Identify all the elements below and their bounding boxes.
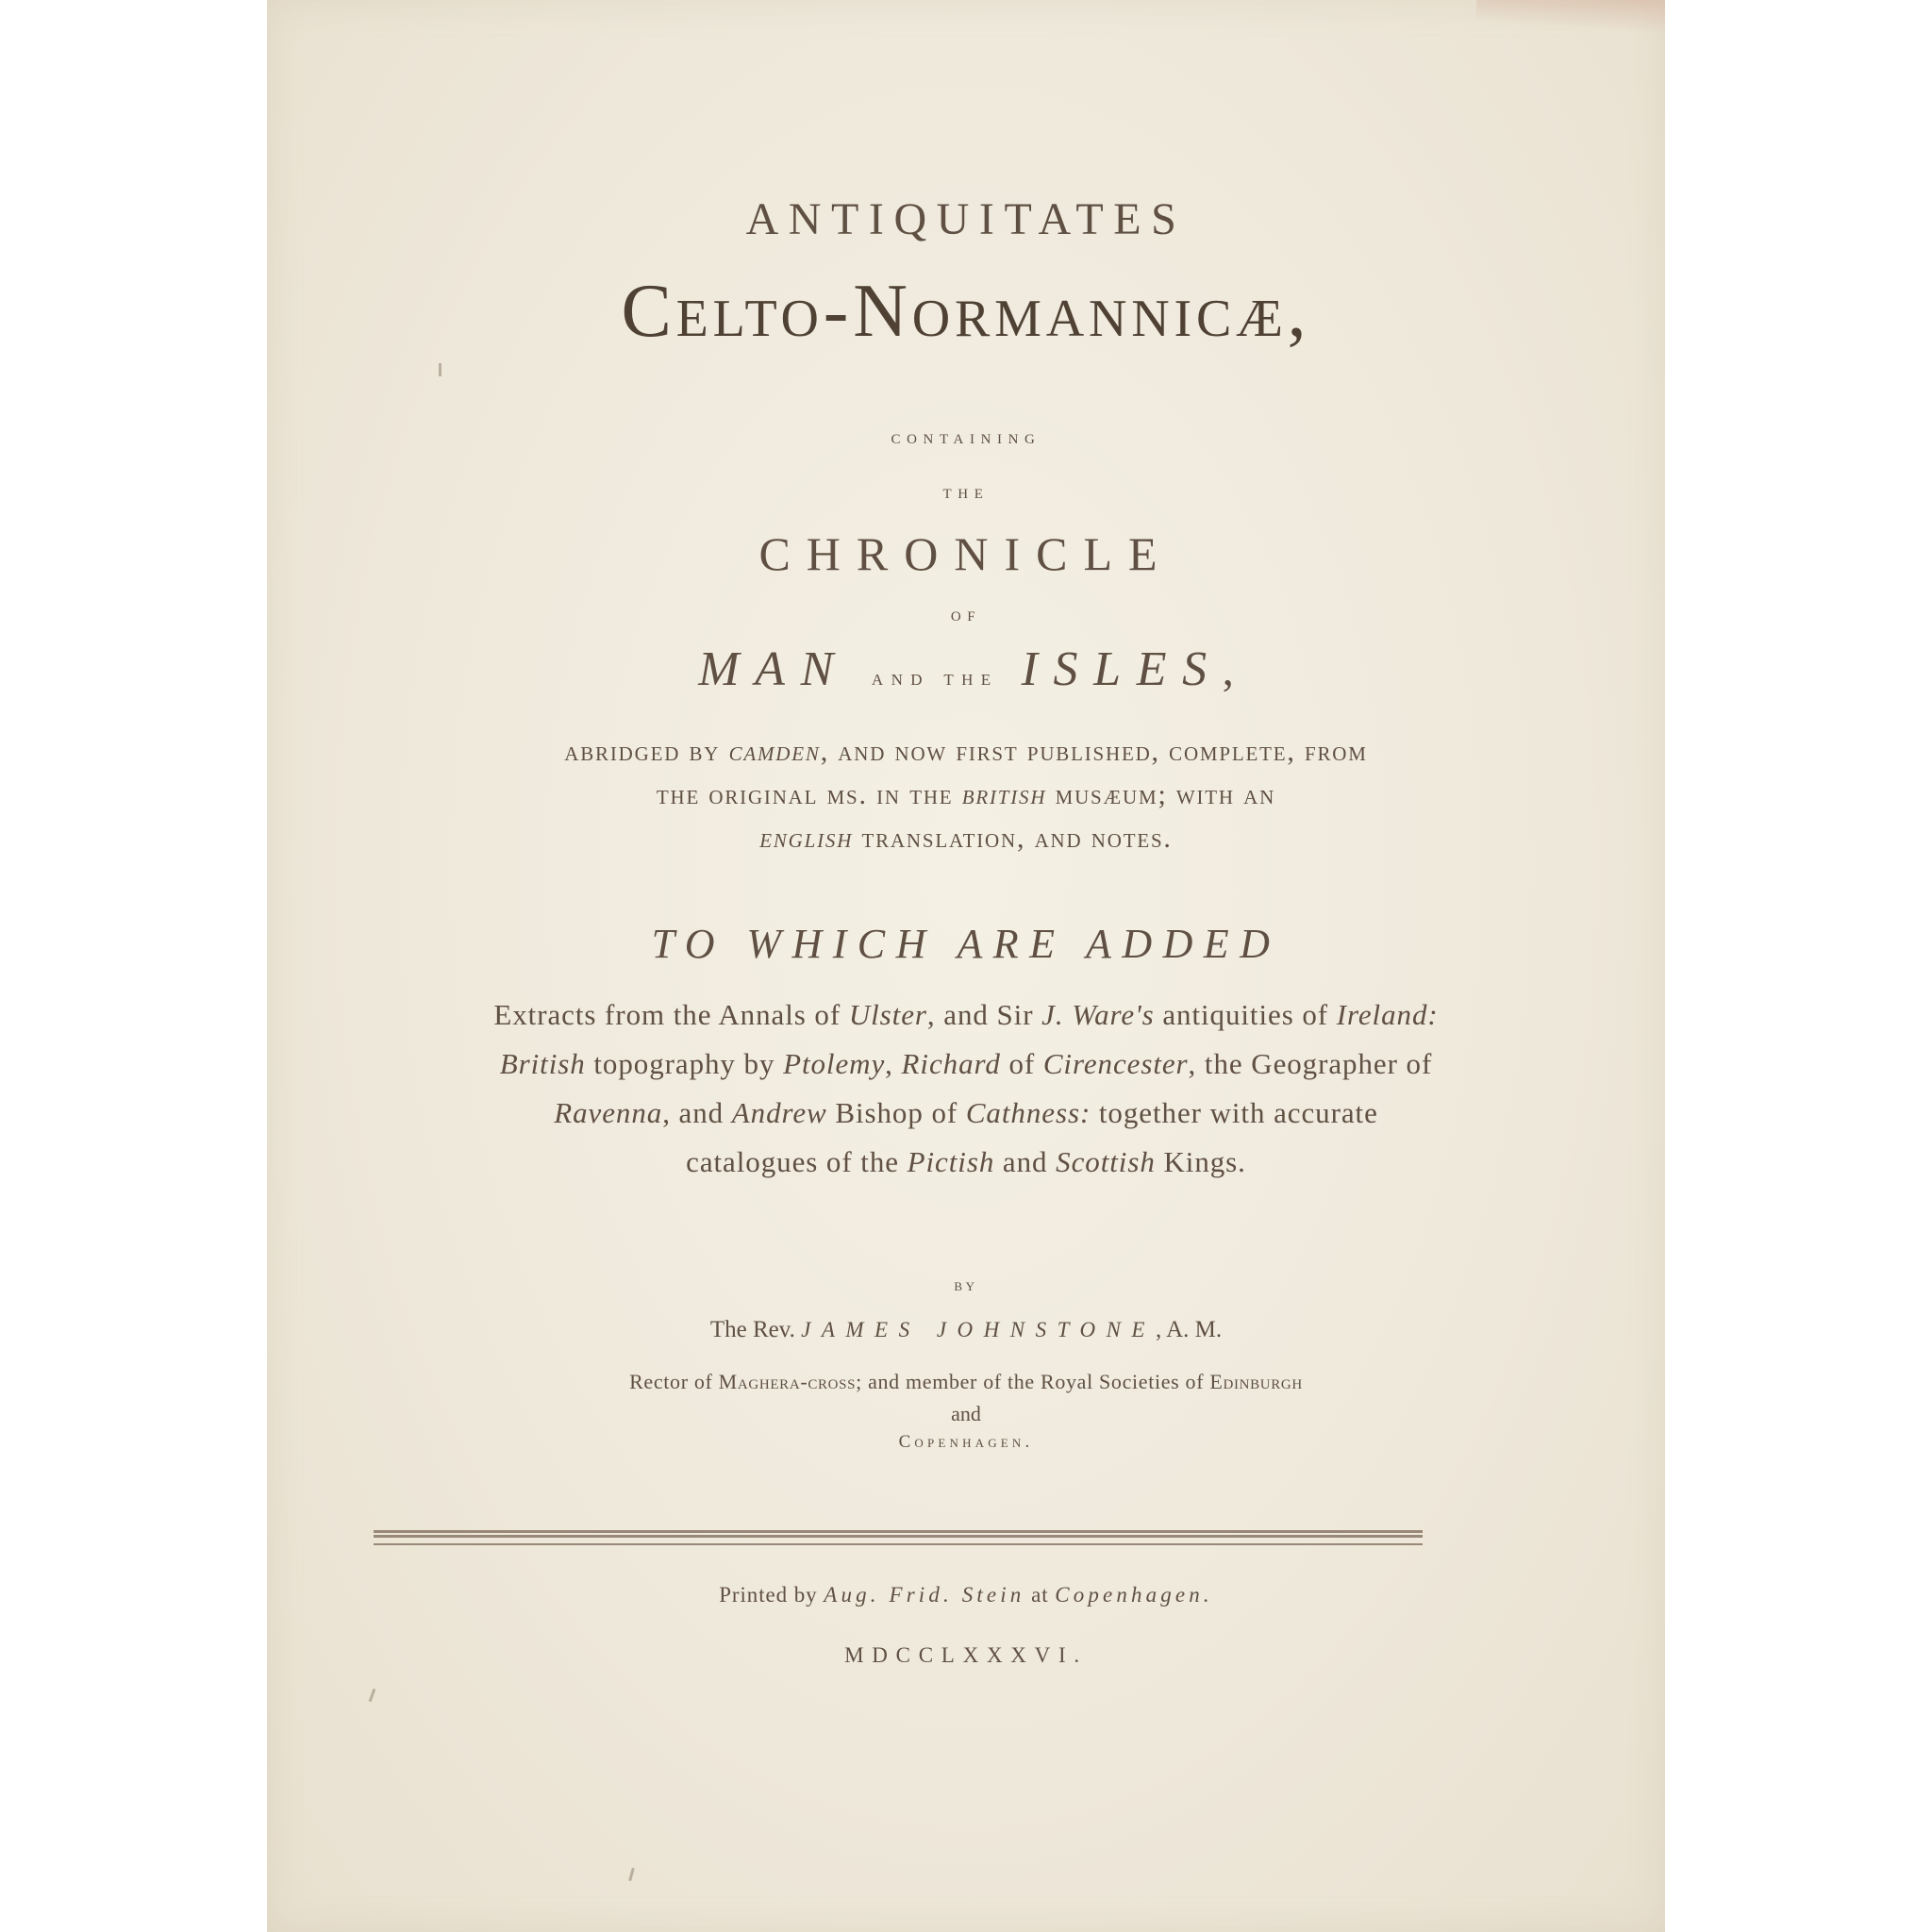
of-label: of: [950, 602, 982, 625]
imprint-place: Copenhagen.: [1055, 1583, 1213, 1607]
author-prefix: The Rev.: [709, 1317, 802, 1342]
richard-name: Richard: [901, 1047, 1001, 1080]
extracts-text: , and: [662, 1096, 732, 1129]
paper-speck: [628, 1868, 635, 1881]
ireland-word: Ireland:: [1336, 998, 1439, 1031]
extracts-text: , the Geographer of: [1188, 1047, 1433, 1080]
paper-speck: [369, 1689, 376, 1702]
cirencester-name: Cirencester: [1042, 1047, 1189, 1080]
british-word: british: [961, 779, 1047, 810]
imprint-line: [267, 1583, 1665, 1607]
title-line-1: ANTIQUITATES: [745, 194, 1187, 244]
scottish-word: Scottish: [1056, 1145, 1156, 1178]
the-label: the: [942, 479, 990, 503]
extracts-text: topography by: [585, 1047, 784, 1080]
paper-stain: [1475, 0, 1665, 36]
ware-name: J. Ware's: [1041, 998, 1155, 1031]
containing-label: containing: [891, 425, 1041, 448]
camden-name: camden: [728, 736, 821, 767]
imprint-year: MDCCLXXXVI.: [844, 1643, 1088, 1667]
rector-text: Rector of: [629, 1370, 719, 1393]
extracts-text: Extracts from the Annals of: [493, 998, 849, 1031]
rector-text: ; and member of the Royal Societies of: [856, 1370, 1210, 1393]
extracts-line-3: [267, 1096, 1665, 1130]
added-heading: TO WHICH ARE ADDED: [651, 921, 1281, 967]
edinburgh-name: Edinburgh: [1209, 1370, 1303, 1393]
abridged-text: musæum; with an: [1046, 779, 1276, 810]
extracts-text: , and Sir: [926, 998, 1042, 1031]
extracts-text: ,: [885, 1047, 902, 1080]
ulster-word: Ulster: [848, 998, 927, 1031]
imprint-text: at: [1024, 1583, 1056, 1607]
abridged-line-2: [267, 779, 1665, 811]
extracts-line-2: [267, 1047, 1665, 1081]
isles-word: ISLES: [1021, 642, 1223, 696]
abridged-text: abridged by: [564, 736, 729, 767]
extracts-text: antiquities of: [1154, 998, 1337, 1031]
abridged-line-3: [267, 823, 1665, 855]
isles-comma: ,: [1222, 645, 1234, 695]
ptolemy-name: Ptolemy: [783, 1047, 886, 1080]
extracts-text: Kings.: [1155, 1145, 1246, 1178]
double-rule-divider: [374, 1530, 1423, 1545]
paper-speck: [439, 363, 441, 376]
author-name: JAMES JOHNSTONE: [801, 1318, 1156, 1341]
author-degree: , A. M.: [1155, 1317, 1223, 1342]
printer-name: Aug. Frid. Stein: [824, 1583, 1025, 1607]
man-word: MAN: [698, 642, 849, 696]
british-word: British: [499, 1047, 586, 1080]
man-and-isles-line: [267, 641, 1665, 697]
title-line-2: Celto-Normannicæ,: [621, 270, 1311, 353]
rector-line: [267, 1370, 1665, 1394]
chronicle-heading: CHRONICLE: [758, 527, 1174, 580]
extracts-text: and: [994, 1145, 1057, 1178]
extracts-text: catalogues of the: [686, 1145, 908, 1178]
parish-name: Maghera-cross: [718, 1370, 857, 1393]
extracts-text: Bishop of: [826, 1096, 966, 1129]
by-label: by: [954, 1275, 978, 1294]
cathness-name: Cathness:: [965, 1096, 1091, 1129]
pictish-word: Pictish: [907, 1145, 995, 1178]
extracts-line-1: [267, 998, 1665, 1032]
imprint-text: Printed by: [719, 1583, 824, 1607]
copenhagen-label: Copenhagen.: [898, 1432, 1034, 1452]
abridged-text: the original ms. in the: [656, 779, 962, 810]
and-the-words: and the: [871, 666, 999, 691]
extracts-line-4: [267, 1145, 1665, 1179]
abridged-text: , and now first published, complete, from: [820, 736, 1368, 767]
abridged-text: translation, and notes.: [853, 823, 1173, 854]
and-label: and: [951, 1402, 981, 1425]
extracts-text: together with accurate: [1091, 1096, 1378, 1129]
ravenna-name: Ravenna: [554, 1096, 663, 1129]
extracts-text: of: [1000, 1047, 1043, 1080]
andrew-name: Andrew: [731, 1096, 827, 1129]
author-line: [267, 1317, 1665, 1343]
title-page: [267, 0, 1665, 1932]
english-word: english: [759, 823, 854, 854]
abridged-line-1: [267, 736, 1665, 768]
